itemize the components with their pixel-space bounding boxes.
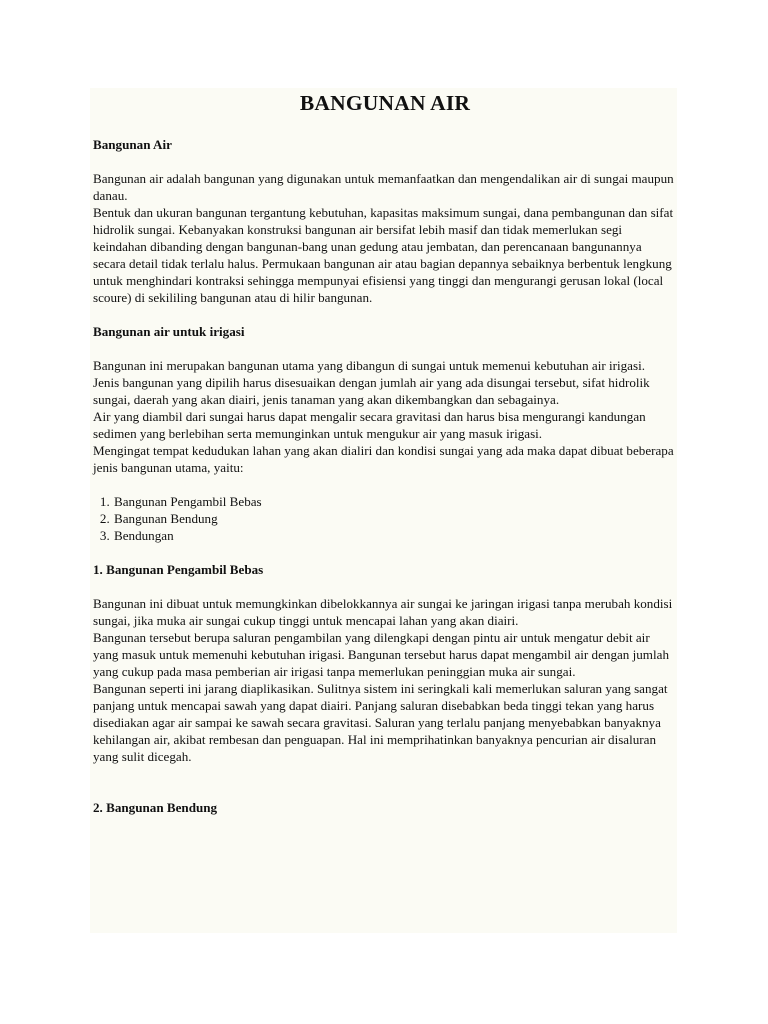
section-heading-pengambil-bebas: 1. Bangunan Pengambil Bebas	[93, 562, 264, 577]
list-item: 3. Bendungan	[113, 527, 677, 544]
paragraph: Bangunan ini merupakan bangunan utama yang dibangun di sungai untuk memenui kebutuhan air irigasi.	[93, 358, 645, 373]
paragraph: Bentuk dan ukuran bangunan tergantung kebutuhan, kapasitas maksimum sungai, dana pembangunan dan sifat hidrolik sungai. Kebanyakan konstruksi bangunan air bersifat lebih masif dan tidak memerlukan segi keindahan dibanding dengan bangunan-bang unan gedung atau jembatan, dan perencanaan bangunannya secara detail tidak terlalu halus. Permukaan bangunan air atau bagian depannya sebaiknya berbentuk lengkung untuk menghindari kontraksi sehingga mempunyai efisiensi yang tinggi dan mengurangi gerusan lokal (local scoure) di sekililing bangunan atau di hilir bangunan.	[93, 205, 674, 305]
document-title: BANGUNAN AIR	[299, 91, 471, 115]
paragraph: Mengingat tempat kedudukan lahan yang akan dialiri dan kondisi sungai yang ada maka dapat dibuat beberapa jenis bangunan utama, yaitu:	[93, 443, 674, 475]
section-heading-bendung: 2. Bangunan Bendung	[93, 800, 218, 815]
paragraph: Bangunan ini dibuat untuk memungkinkan dibelokkannya air sungai ke jaringan irigasi tanpa merubah kondisi sungai, jika muka air sungai cukup tinggi untuk mencapai lahan yang akan diairi.	[93, 596, 673, 628]
paragraph: Jenis bangunan yang dipilih harus disesuaikan dengan jumlah air yang ada disungai tersebut, sifat hidrolik sungai, daerah yang akan diairi, jenis tanaman yang akan dikembangkan dan sebagainya.	[93, 375, 650, 407]
paragraph: Bangunan air adalah bangunan yang digunakan untuk memanfaatkan dan mengendalikan air di sungai maupun danau.	[93, 171, 674, 203]
paragraph: Bangunan tersebut berupa saluran pengambilan yang dilengkapi dengan pintu air untuk mengatur debit air yang masuk untuk memenuhi kebutuhan irigasi. Bangunan tersebut harus dapat mengambil air dengan jumlah yang cukup pada masa pemberian air irigasi tanpa memerlukan peninggian muka air sungai.	[93, 630, 669, 679]
list-item: 2. Bangunan Bendung	[113, 510, 677, 527]
section-heading-bangunan-air: Bangunan Air	[93, 137, 172, 152]
bangunan-utama-list	[93, 493, 677, 544]
document-content	[93, 88, 677, 833]
section-heading-irigasi: Bangunan air untuk irigasi	[93, 324, 245, 339]
paragraph: Air yang diambil dari sungai harus dapat mengalir secara gravitasi dan harus bisa mengurangi kandungan sedimen yang berlebihan serta memunginkan untuk mengukur air yang masuk irigasi.	[93, 409, 646, 441]
list-item: 1. Bangunan Pengambil Bebas	[113, 493, 677, 510]
document-page	[90, 88, 677, 933]
paragraph: Bangunan seperti ini jarang diaplikasikan. Sulitnya sistem ini seringkali kali memerlukan saluran yang sangat panjang untuk mencapai sawah yang dapat diairi. Panjang saluran disebabkan beda tinggi tekan yang harus disediakan agar air sampai ke sawah secara gravitasi. Saluran yang terlalu panjang menyebabkan banyaknya kehilangan air, akibat rembesan dan penguapan. Hal ini memprihatinkan banyaknya pencurian air disaluran yang sulit dicegah.	[93, 681, 668, 764]
